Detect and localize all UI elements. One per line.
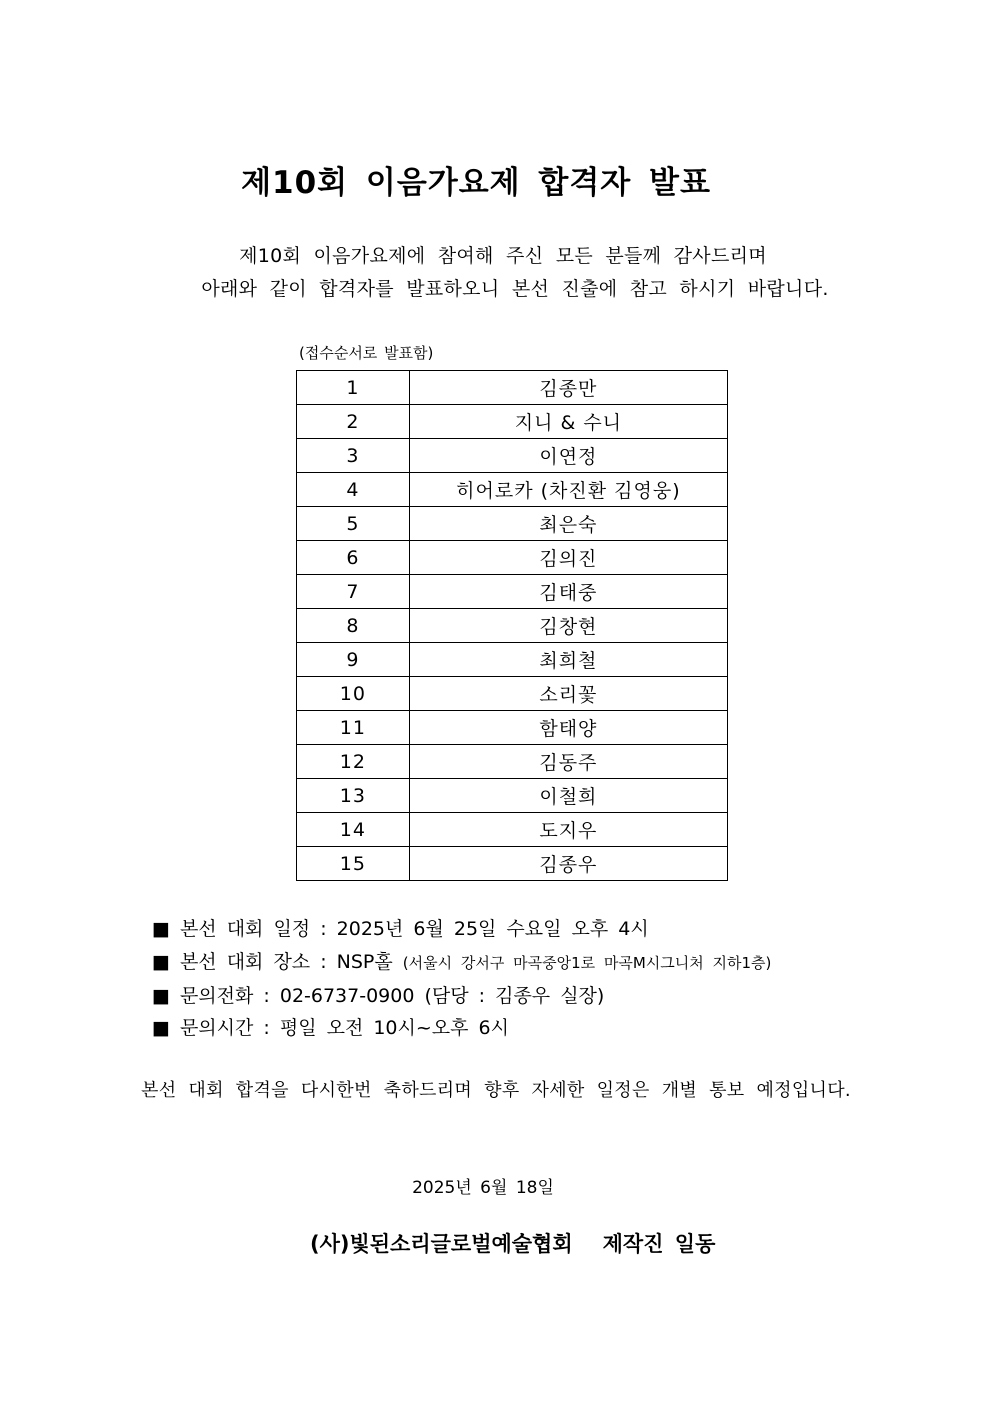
table-row bbox=[297, 405, 728, 439]
table-row bbox=[297, 847, 728, 881]
table-row bbox=[297, 745, 728, 779]
finalist-number: 5 bbox=[297, 507, 410, 541]
info-phone bbox=[152, 981, 604, 1008]
finalist-table bbox=[296, 370, 728, 881]
finalist-number: 1 bbox=[297, 371, 410, 405]
finalist-name: 김창현 bbox=[409, 609, 727, 643]
finalist-name: 도지우 bbox=[409, 813, 727, 847]
table-row bbox=[297, 813, 728, 847]
finalist-name: 김종만 bbox=[409, 371, 727, 405]
finalist-name: 김의진 bbox=[409, 541, 727, 575]
finalist-name: 함태양 bbox=[409, 711, 727, 745]
bullet-icon: ■ bbox=[152, 985, 170, 1007]
table-row bbox=[297, 643, 728, 677]
intro-line-2: 아래와 같이 합격자를 발표하오니 본선 진출에 참고 하시기 바랍니다. bbox=[201, 278, 829, 300]
finalist-number: 3 bbox=[297, 439, 410, 473]
finalist-name: 김동주 bbox=[409, 745, 727, 779]
info-schedule bbox=[152, 914, 649, 941]
finalist-number: 15 bbox=[297, 847, 410, 881]
signature bbox=[310, 1228, 715, 1258]
info-venue bbox=[152, 947, 771, 974]
finalist-number: 14 bbox=[297, 813, 410, 847]
finalist-number: 10 bbox=[297, 677, 410, 711]
table-row bbox=[297, 575, 728, 609]
team-name: 제작진 일동 bbox=[602, 1232, 716, 1256]
table-row bbox=[297, 541, 728, 575]
finalist-name: 김태중 bbox=[409, 575, 727, 609]
finalist-name: 소리꽃 bbox=[409, 677, 727, 711]
finalist-number: 6 bbox=[297, 541, 410, 575]
finalist-number: 4 bbox=[297, 473, 410, 507]
finalist-table-body bbox=[297, 371, 728, 881]
finalist-number: 7 bbox=[297, 575, 410, 609]
finalist-number: 9 bbox=[297, 643, 410, 677]
table-row bbox=[297, 507, 728, 541]
table-row bbox=[297, 609, 728, 643]
finalist-number: 11 bbox=[297, 711, 410, 745]
finalist-name: 최은숙 bbox=[409, 507, 727, 541]
closing-message: 본선 대회 합격을 다시한번 축하드리며 향후 자세한 일정은 개별 통보 예정입니다. bbox=[141, 1080, 851, 1101]
table-row bbox=[297, 371, 728, 405]
finalist-number: 2 bbox=[297, 405, 410, 439]
venue-address: (서울시 강서구 마곡중앙1로 마곡M시그니처 지하1층) bbox=[402, 954, 772, 972]
bullet-icon: ■ bbox=[152, 918, 170, 940]
finalist-number: 13 bbox=[297, 779, 410, 813]
finalist-name: 지니 & 수니 bbox=[409, 405, 727, 439]
finalist-number: 12 bbox=[297, 745, 410, 779]
finalist-number: 8 bbox=[297, 609, 410, 643]
finalist-name: 이철희 bbox=[409, 779, 727, 813]
page-title: 제10회 이음가요제 합격자 발표 bbox=[241, 165, 711, 201]
finalist-name: 김종우 bbox=[409, 847, 727, 881]
intro-line-1: 제10회 이음가요제에 참여해 주신 모든 분들께 감사드리며 bbox=[239, 245, 767, 267]
phone-text: 문의전화 : 02-6737-0900 (담당 : 김종우 실장) bbox=[179, 985, 605, 1007]
bullet-icon: ■ bbox=[152, 1017, 170, 1039]
order-note: (접수순서로 발표함) bbox=[299, 344, 434, 362]
table-row bbox=[297, 779, 728, 813]
table-row bbox=[297, 711, 728, 745]
announcement-date: 2025년 6월 18일 bbox=[412, 1178, 554, 1198]
organization-name: (사)빛된소리글로벌예술협회 bbox=[310, 1232, 573, 1256]
bullet-icon: ■ bbox=[152, 951, 170, 973]
info-hours bbox=[152, 1013, 509, 1040]
finalist-name: 히어로카 (차진환 김영웅) bbox=[409, 473, 727, 507]
venue-text: 본선 대회 장소 : NSP홀 bbox=[179, 951, 393, 973]
schedule-text: 본선 대회 일정 : 2025년 6월 25일 수요일 오후 4시 bbox=[179, 918, 649, 940]
table-row bbox=[297, 439, 728, 473]
finalist-name: 이연정 bbox=[409, 439, 727, 473]
finalist-name: 최희철 bbox=[409, 643, 727, 677]
table-row bbox=[297, 677, 728, 711]
table-row bbox=[297, 473, 728, 507]
hours-text: 문의시간 : 평일 오전 10시~오후 6시 bbox=[179, 1017, 509, 1039]
